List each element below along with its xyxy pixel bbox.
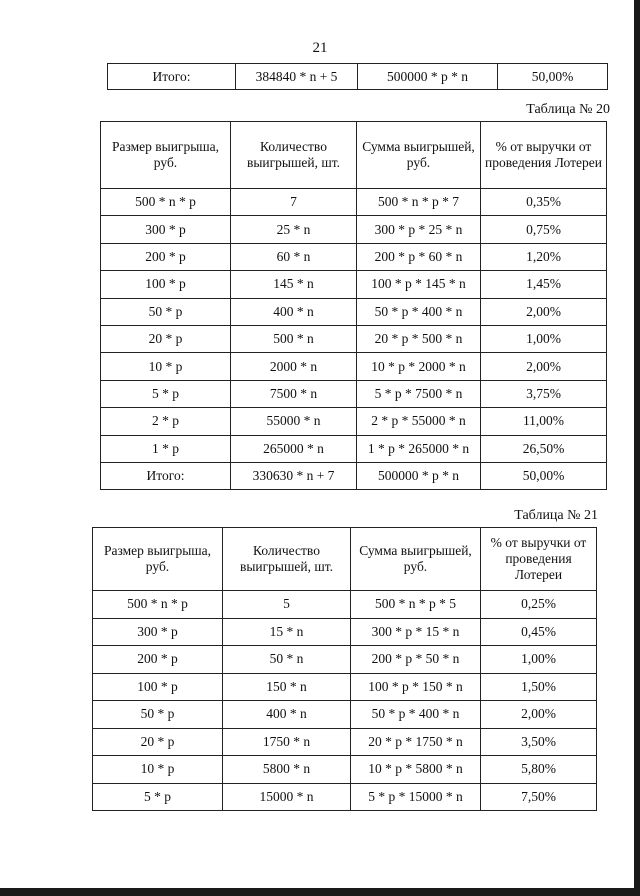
column-header: Размер выигрыша, руб. [93,528,223,591]
table-cell: 200 * p [93,646,223,674]
table-cell: 100 * p [101,271,231,298]
column-header: % от выручки от проведения Лотереи [481,122,607,189]
table-cell: 2,00% [481,701,597,729]
table-cell: 15 * n [223,618,351,646]
table-row [93,701,597,729]
table-cell: 7,50% [481,783,597,811]
table-body [108,64,608,90]
scan-edge-bottom [0,888,640,896]
table-cell: 5 * p [93,783,223,811]
table-body [101,189,607,490]
table-cell: 5 * p * 15000 * n [351,783,481,811]
page-number: 21 [312,40,328,56]
table-cell: 50 * p * 400 * n [357,298,481,325]
table-cell: 500 * n * p * 7 [357,189,481,216]
table-cell: 50 * p [93,701,223,729]
table-row [101,353,607,380]
table-cell: 0,25% [481,591,597,619]
table-row [93,673,597,701]
table-cell: 300 * p [93,618,223,646]
table-cell: 400 * n [231,298,357,325]
column-header: % от выручки от проведения Лотереи [481,528,597,591]
table-cell: 150 * n [223,673,351,701]
table-cell: Итого: [108,64,236,90]
table-cell: 145 * n [231,271,357,298]
table-cell: 1,20% [481,243,607,270]
table-21 [92,527,597,811]
table-cell: 1,45% [481,271,607,298]
table-cell: 330630 * n + 7 [231,462,357,489]
table-row [101,435,607,462]
table-cell: 1,00% [481,325,607,352]
column-header: Сумма выигрышей, руб. [351,528,481,591]
column-header: Сумма выигрышей, руб. [357,122,481,189]
table-cell: 7 [231,189,357,216]
table-row [93,783,597,811]
table-row [101,271,607,298]
table-cell: 500 * n * p [101,189,231,216]
table-cell: 50,00% [498,64,608,90]
table-row [101,243,607,270]
table-row [101,380,607,407]
column-header: Количество выигрышей, шт. [231,122,357,189]
header-row [93,528,597,591]
scan-edge-right [634,0,640,896]
table-row [93,756,597,784]
table-row [101,462,607,489]
table-row [101,216,607,243]
table-header [93,528,597,591]
table-row [93,646,597,674]
table-cell: 200 * p * 50 * n [351,646,481,674]
table-cell: 1 * p * 265000 * n [357,435,481,462]
table-21-caption: Таблица № 21 [514,508,598,523]
table-row [101,189,607,216]
table-cell: 5 [223,591,351,619]
table-cell: 25 * n [231,216,357,243]
table-cell: 500000 * p * n [357,462,481,489]
table-cell: 50,00% [481,462,607,489]
table-cell: 50 * p [101,298,231,325]
table-cell: 2 * p [101,408,231,435]
table-cell: 0,75% [481,216,607,243]
table-cell: 400 * n [223,701,351,729]
table-cell: 2 * p * 55000 * n [357,408,481,435]
table-cell: 300 * p * 25 * n [357,216,481,243]
table-cell: 10 * p * 5800 * n [351,756,481,784]
table-cell: 5,80% [481,756,597,784]
table-cell: 500 * n * p * 5 [351,591,481,619]
table-cell: 50 * n [223,646,351,674]
table-cell: 2000 * n [231,353,357,380]
table-row [93,728,597,756]
table-cell: 1,50% [481,673,597,701]
table-cell: 1 * p [101,435,231,462]
table-cell: 3,75% [481,380,607,407]
table-cell: 20 * p [93,728,223,756]
table-cell: 100 * p [93,673,223,701]
table-cell: 100 * p * 150 * n [351,673,481,701]
table-row [93,591,597,619]
table-cell: 100 * p * 145 * n [357,271,481,298]
table-cell: 11,00% [481,408,607,435]
table-cell: 26,50% [481,435,607,462]
table-cell: 1750 * n [223,728,351,756]
table-cell: 20 * p * 1750 * n [351,728,481,756]
table-row [101,325,607,352]
table-cell: 384840 * n + 5 [236,64,358,90]
table-cell: 55000 * n [231,408,357,435]
table-row [93,618,597,646]
table-cell: 0,45% [481,618,597,646]
table-cell: 5 * p * 7500 * n [357,380,481,407]
table-body [93,591,597,811]
table-cell: 500 * n * p [93,591,223,619]
table-cell: 10 * p * 2000 * n [357,353,481,380]
table-cell: 200 * p [101,243,231,270]
table-cell: 265000 * n [231,435,357,462]
table-cell: 15000 * n [223,783,351,811]
table-cell: 20 * p [101,325,231,352]
table-cell: 20 * p * 500 * n [357,325,481,352]
table-cell: 300 * p * 15 * n [351,618,481,646]
table-row [101,408,607,435]
table-cell: Итого: [101,462,231,489]
table-cell: 500000 * p * n [358,64,498,90]
table-cell: 500 * n [231,325,357,352]
table-cell: 200 * p * 60 * n [357,243,481,270]
table-cell: 300 * p [101,216,231,243]
table-cell: 5 * p [101,380,231,407]
table-cell: 50 * p * 400 * n [351,701,481,729]
table-cell: 1,00% [481,646,597,674]
table-cell: 60 * n [231,243,357,270]
table-cell: 2,00% [481,353,607,380]
table-header [101,122,607,189]
table-cell: 2,00% [481,298,607,325]
table-20 [100,121,607,490]
table-cell: 5800 * n [223,756,351,784]
column-header: Размер выигрыша, руб. [101,122,231,189]
table-cell: 3,50% [481,728,597,756]
table-cell: 0,35% [481,189,607,216]
table-cell: 7500 * n [231,380,357,407]
table-20-caption: Таблица № 20 [526,102,610,117]
table-row [101,298,607,325]
header-row [101,122,607,189]
column-header: Количество выигрышей, шт. [223,528,351,591]
table-cell: 10 * p [101,353,231,380]
continued-table-total [107,63,608,90]
table-cell: 10 * p [93,756,223,784]
table-row [108,64,608,90]
